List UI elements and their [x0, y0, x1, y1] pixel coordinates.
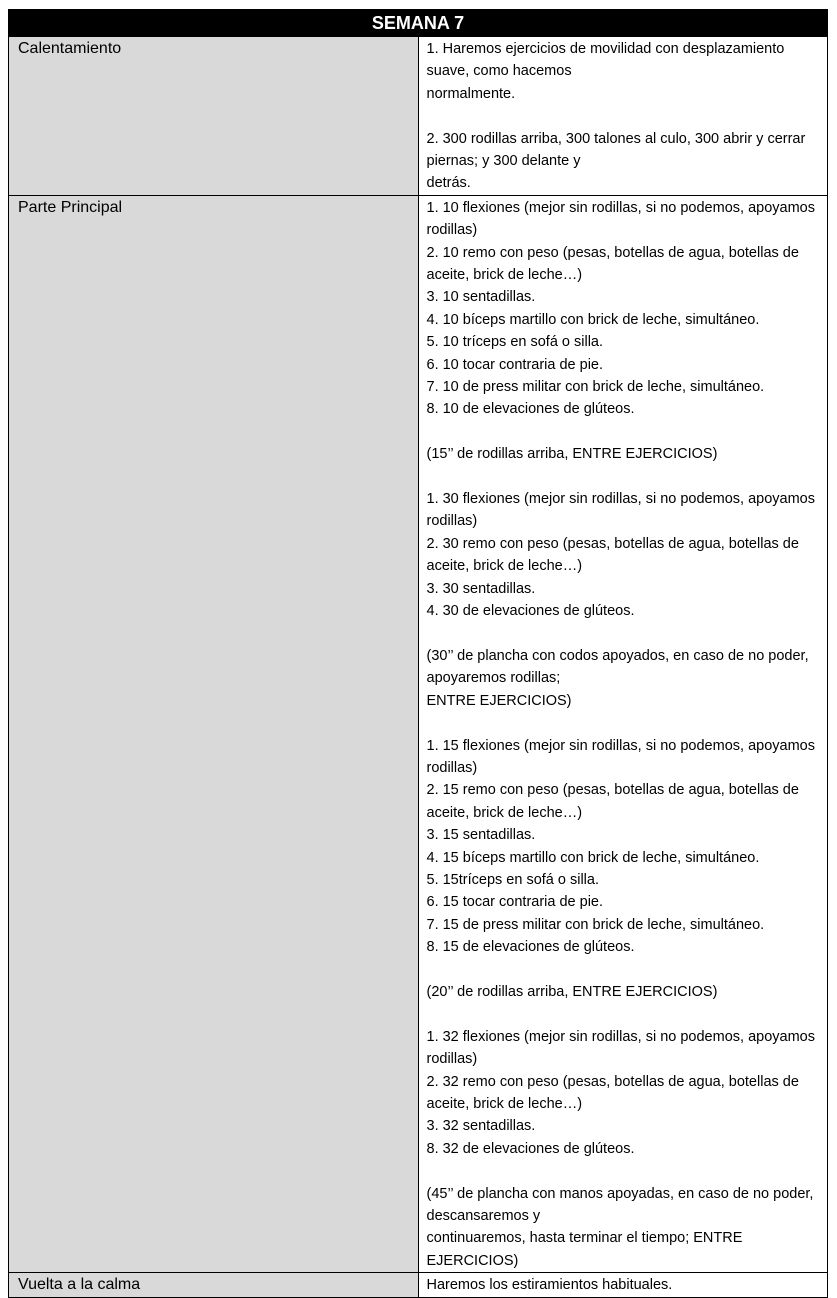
text-line: 8. 32 de elevaciones de glúteos.	[426, 1140, 635, 1157]
text-line: 5. 10 tríceps en sofá o silla.	[426, 334, 604, 351]
blank-line	[427, 712, 822, 734]
text-line: 3. 32 sentadillas.	[426, 1118, 536, 1135]
blank-line	[427, 959, 822, 981]
section-label-vuelta-a-la-calma: Vuelta a la calma	[9, 1273, 419, 1297]
text-line: 2. 32 remo con peso (pesas, botellas de agua, botellas de aceite, brick de leche…)	[426, 1073, 803, 1112]
section-label-calentamiento: Calentamiento	[9, 37, 419, 196]
text-line: (15’’ de rodillas arriba, ENTRE EJERCICIOS)	[426, 446, 718, 463]
text-line: Haremos los estiramientos habituales.	[426, 1277, 673, 1294]
section-content-parte-principal	[418, 195, 828, 1272]
title-row	[9, 10, 828, 37]
text-line: ENTRE EJERCICIOS)	[426, 692, 572, 709]
text-line: 4. 30 de elevaciones de glúteos.	[426, 603, 635, 620]
text-line: detrás.	[426, 175, 471, 192]
text-line: normalmente.	[426, 85, 516, 102]
text-line: 8. 10 de elevaciones de glúteos.	[426, 401, 635, 418]
text-line: continuaremos, hasta terminar el tiempo; ENTRE EJERCICIOS)	[426, 1230, 747, 1269]
section-content-vuelta-a-la-calma	[418, 1273, 828, 1297]
text-line: 2. 15 remo con peso (pesas, botellas de agua, botellas de aceite, brick de leche…)	[426, 782, 803, 821]
text-line: 5. 15tríceps en sofá o silla.	[426, 871, 599, 888]
blank-line	[427, 421, 822, 443]
text-line: (45’’ de plancha con manos apoyadas, en caso de no poder, descansaremos y	[426, 1185, 818, 1224]
text-line: 7. 15 de press militar con brick de leche, simultáneo.	[426, 916, 765, 933]
text-line: 1. Haremos ejercicios de movilidad con desplazamiento suave, como hacemos	[426, 41, 789, 80]
text-line: (20’’ de rodillas arriba, ENTRE EJERCICIOS)	[426, 983, 718, 1000]
workout-table	[8, 9, 828, 1298]
text-line: 3. 10 sentadillas.	[426, 289, 536, 306]
row-calentamiento	[9, 37, 828, 196]
blank-line	[427, 1160, 822, 1182]
text-line: 2. 30 remo con peso (pesas, botellas de agua, botellas de aceite, brick de leche…)	[426, 535, 803, 575]
text-line: 7. 10 de press militar con brick de leche, simultáneo.	[426, 379, 765, 396]
blank-line	[427, 466, 822, 488]
text-line: (30’’ de plancha con codos apoyados, en caso de no poder, apoyaremos rodillas;	[426, 647, 813, 687]
text-line: 2. 10 remo con peso (pesas, botellas de agua, botellas de aceite, brick de leche…)	[426, 244, 803, 284]
section-content-calentamiento	[418, 37, 828, 196]
text-line: 1. 32 flexiones (mejor sin rodillas, si no podemos, apoyamos rodillas)	[426, 1028, 820, 1068]
text-line: 6. 10 tocar contraria de pie.	[426, 356, 604, 373]
blank-line	[427, 1003, 822, 1025]
row-parte-principal	[9, 195, 828, 1272]
text-line: 1. 30 flexiones (mejor sin rodillas, si no podemos, apoyamos rodillas)	[426, 491, 820, 530]
text-line: 2. 300 rodillas arriba, 300 talones al culo, 300 abrir y cerrar piernas; y 300 delante y	[426, 130, 810, 170]
text-line: 4. 15 bíceps martillo con brick de leche, simultáneo.	[426, 849, 760, 866]
week-title: SEMANA 7	[9, 10, 828, 37]
text-line: 6. 15 tocar contraria de pie.	[426, 894, 604, 911]
section-label-parte-principal: Parte Principal	[9, 195, 419, 1272]
blank-line	[427, 623, 822, 645]
text-line: 3. 15 sentadillas.	[426, 827, 536, 844]
row-vuelta-a-la-calma	[9, 1273, 828, 1297]
blank-line	[427, 105, 822, 127]
text-line: 4. 10 bíceps martillo con brick de leche, simultáneo.	[426, 311, 760, 328]
text-line: 1. 15 flexiones (mejor sin rodillas, si no podemos, apoyamos rodillas)	[426, 737, 820, 776]
workout-document	[8, 9, 828, 1298]
text-line: 8. 15 de elevaciones de glúteos.	[426, 939, 635, 956]
text-line: 1. 10 flexiones (mejor sin rodillas, si no podemos, apoyamos rodillas)	[426, 199, 820, 239]
text-line: 3. 30 sentadillas.	[426, 580, 536, 597]
